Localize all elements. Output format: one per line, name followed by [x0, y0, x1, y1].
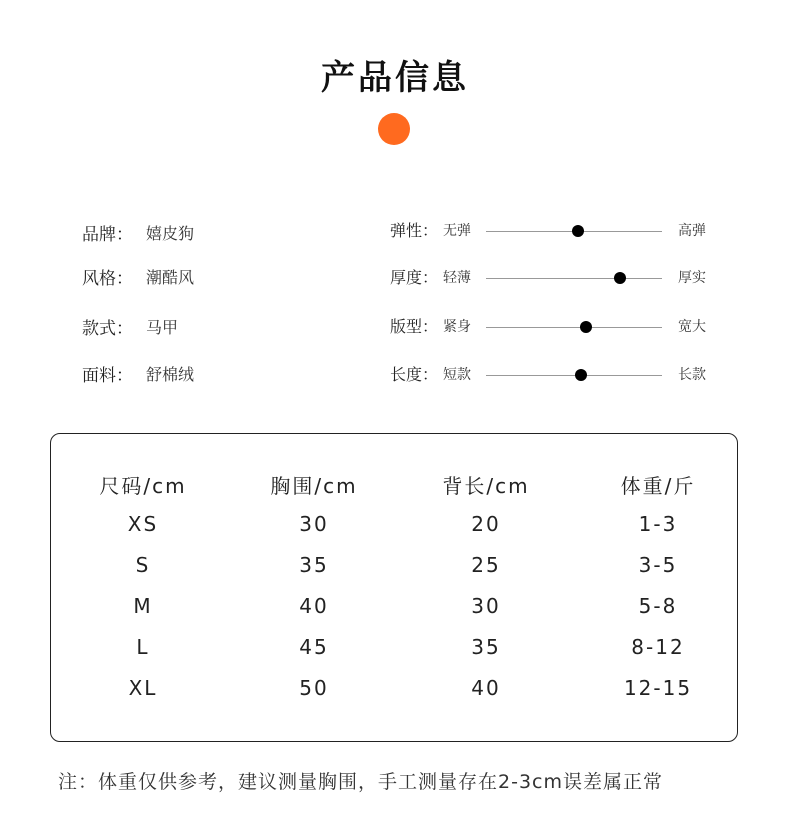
table-cell: 3-5 — [638, 553, 678, 577]
scale-track — [486, 327, 662, 328]
scale-max-label: 高弹 — [678, 223, 706, 239]
scale-min-label: 轻薄 — [443, 270, 471, 286]
table-cell: 35 — [299, 553, 329, 577]
footnote: 注：体重仅供参考，建议测量胸围，手工测量存在2-3cm误差属正常 — [58, 771, 663, 793]
table-cell: 40 — [299, 594, 329, 618]
scale-label: 长度： — [390, 365, 439, 384]
table-cell: 8-12 — [631, 635, 685, 659]
info-label: 款式： — [82, 318, 133, 339]
scale-fit — [390, 314, 720, 340]
table-cell: 1-3 — [638, 512, 678, 536]
scale-track — [486, 278, 662, 279]
table-cell: 45 — [299, 635, 329, 659]
scale-min-label: 短款 — [443, 367, 471, 383]
table-cell: 50 — [299, 676, 329, 700]
info-label: 品牌： — [82, 224, 133, 245]
scale-indicator — [614, 272, 626, 284]
info-value: 马甲 — [146, 317, 179, 337]
table-cell: 30 — [471, 594, 501, 618]
info-row-style — [82, 263, 194, 289]
table-header-cell: 胸围/cm — [270, 474, 358, 498]
scale-indicator — [575, 369, 587, 381]
info-label: 面料： — [82, 365, 133, 386]
scale-indicator — [580, 321, 592, 333]
scale-min-label: 紧身 — [443, 319, 471, 335]
table-cell: XS — [127, 512, 159, 536]
scale-max-label: 厚实 — [678, 270, 706, 286]
info-value: 嬉皮狗 — [146, 223, 195, 243]
info-row-brand — [82, 219, 194, 245]
scale-track — [486, 375, 662, 376]
page-title: 产品信息 — [321, 58, 469, 98]
table-cell: 30 — [299, 512, 329, 536]
scale-max-label: 长款 — [678, 367, 706, 383]
scale-thickness — [390, 265, 720, 291]
table-cell: M — [133, 594, 153, 618]
table-cell: 35 — [471, 635, 501, 659]
table-cell: XL — [128, 676, 158, 700]
info-row-fabric — [82, 360, 194, 386]
table-header-cell: 体重/斤 — [620, 474, 696, 498]
info-label: 风格： — [82, 268, 133, 289]
info-value: 舒棉绒 — [146, 364, 195, 384]
table-cell: S — [135, 553, 151, 577]
accent-dot — [378, 113, 410, 145]
info-row-type — [82, 313, 178, 339]
scale-elasticity — [390, 218, 720, 244]
scale-label: 厚度： — [390, 268, 439, 287]
scale-min-label: 无弹 — [443, 223, 471, 239]
table-cell: 20 — [471, 512, 501, 536]
scale-indicator — [572, 225, 584, 237]
table-header-cell: 背长/cm — [442, 474, 530, 498]
table-cell: 12-15 — [623, 676, 693, 700]
size-table — [50, 433, 738, 742]
table-cell: L — [136, 635, 150, 659]
table-cell: 25 — [471, 553, 501, 577]
table-header-cell: 尺码/cm — [99, 474, 187, 498]
table-cell: 5-8 — [638, 594, 678, 618]
table-cell: 40 — [471, 676, 501, 700]
info-value: 潮酷风 — [146, 267, 195, 287]
scale-length — [390, 362, 720, 388]
scale-max-label: 宽大 — [678, 319, 706, 335]
scale-label: 弹性： — [390, 221, 439, 240]
scale-label: 版型： — [390, 317, 439, 336]
